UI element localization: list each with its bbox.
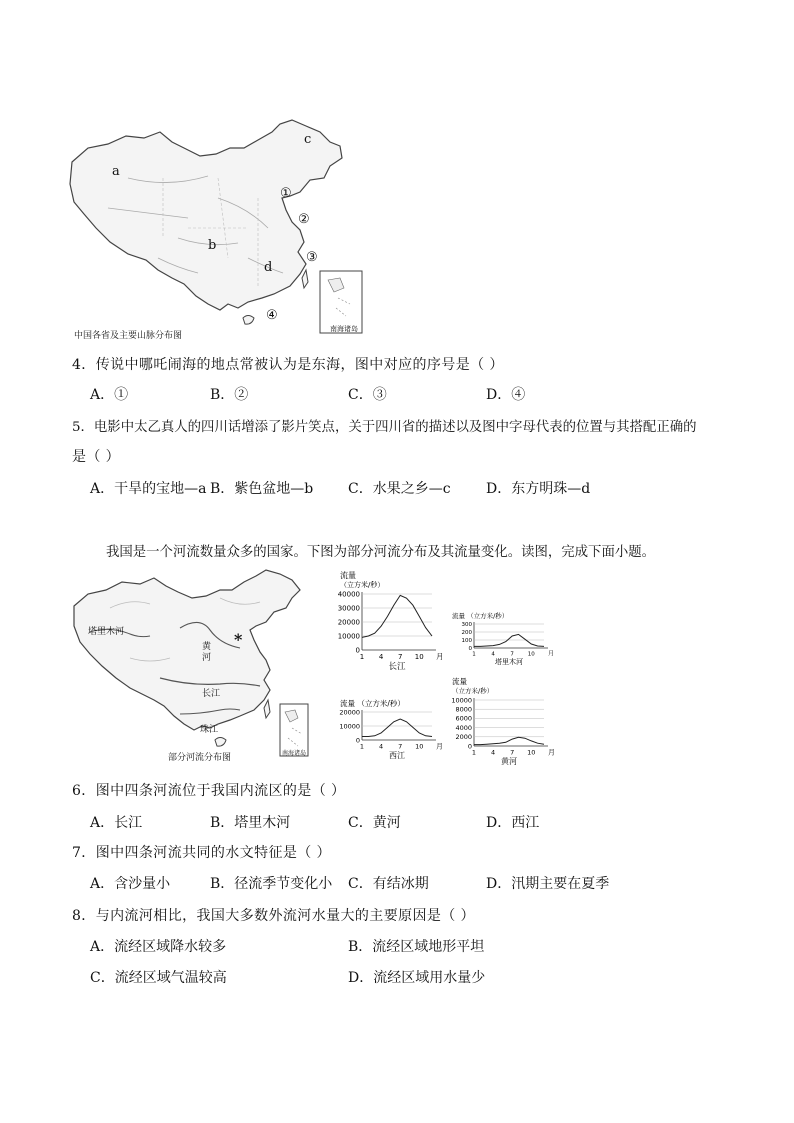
q4-option-a[interactable]: A．① [90,387,129,403]
q4-option-b[interactable]: B．② [210,387,249,403]
q4-option-c[interactable]: C．③ [348,387,387,403]
intro-paragraph: 我国是一个河流数量众多的国家。下图为部分河流分布及其流量变化。读图，完成下面小题。 [106,545,656,560]
q7-option-d[interactable]: D．汛期主要在夏季 [486,876,610,892]
map1-label-b: b [208,238,217,253]
river-distribution-map [70,568,310,766]
q7-option-a[interactable]: A．含沙量小 [90,876,171,892]
chart2-xtick: 1 [359,742,365,751]
question-5-line1: 5．电影中太乙真人的四川话增添了影片笑点，关于四川省的描述以及图中字母代表的位置与其搭配正确的 [72,420,697,435]
chart0-series-line [362,595,432,637]
map1-circled-3: ③ [306,250,318,265]
chart3-ytick: 8000 [455,705,472,714]
chart-yellow [438,674,556,768]
chart3-ylabel-unit: （立方米/秒） [452,687,494,695]
question-5-line2: 是（ ） [72,449,121,465]
q8-option-b[interactable]: B．流经区域地形平坦 [348,939,485,955]
river-label-yellow: 黄河 [202,642,212,663]
chart3-xtick: 10 [527,748,536,757]
map1-inset-caption: 南海诸岛 [330,325,358,333]
chart-tarim [438,610,556,672]
q8-option-c[interactable]: C．流经区域气温较高 [90,970,227,986]
chart1-xlabel: 月 [548,650,555,658]
chart0-title: 长江 [388,662,406,672]
map1-label-a: a [112,164,120,179]
chart2-ytick: 10000 [339,722,360,731]
chart2-ytick: 0 [355,736,360,745]
chart3-ytick: 0 [467,742,472,751]
chart3-xtick: 7 [510,748,515,757]
chart1-ytick: 100 [461,637,472,644]
chart2-xtick: 10 [415,742,424,751]
chart3-title: 黄河 [501,757,517,766]
chart-xijiang-svg [326,694,444,768]
map1-circled-2: ② [298,212,310,227]
question-8: 8．与内流河相比，我国大多数外流河水量大的主要原因是（ ） [72,908,475,924]
china-outline-map-2 [70,568,310,766]
chart1-xtick: 4 [491,651,495,658]
chart3-ytick: 2000 [455,733,472,742]
q5-option-d[interactable]: D．东方明珠—d [486,481,591,497]
chart-yangtze [326,566,444,678]
chart1-ytick: 300 [461,621,472,628]
q5-option-c[interactable]: C．水果之乡—c [348,481,451,497]
map2-inset-caption: 南海诸岛 [282,750,307,757]
chart0-ytick: 10000 [337,632,360,641]
map1-caption: 中国各省及主要山脉分布图 [74,331,183,341]
q5-option-b[interactable]: B．紫色盆地—b [210,481,314,497]
q7-option-c[interactable]: C．有结冰期 [348,876,429,892]
chart3-ytick: 6000 [455,714,472,723]
chart3-xtick: 1 [471,748,477,757]
chart0-xtick: 4 [378,653,384,661]
chart3-xlabel: 月 [548,748,555,757]
chart1-series-line [474,634,544,646]
chart0-ytick: 0 [355,646,360,655]
chart0-xlabel: 月 [436,652,444,661]
map1-label-d: d [264,260,273,275]
chart1-ylabel: 流量 （立方米/秒） [452,612,509,620]
q4-option-d[interactable]: D．④ [486,387,526,403]
chart0-ylabel-unit: （立方米/秒） [340,581,385,589]
chart2-xtick: 4 [379,742,384,751]
chart2-ylabel: 流量 （立方米/秒） [340,699,405,708]
chart-yellow-svg [438,674,556,768]
map2-caption: 部分河流分布图 [168,753,232,763]
q7-option-b[interactable]: B．径流季节变化小 [210,876,333,892]
chart-tarim-svg [438,610,556,672]
q6-option-c[interactable]: C．黄河 [348,815,401,831]
question-4: 4．传说中哪吒闹海的地点常被认为是东海，图中对应的序号是（ ） [72,357,504,373]
q8-option-a[interactable]: A．流经区域降水较多 [90,939,227,955]
question-6: 6．图中四条河流位于我国内流区的是（ ） [72,783,346,799]
chart3-ytick: 10000 [451,696,472,705]
chart3-ytick: 4000 [455,723,472,732]
chart1-xtick: 10 [527,651,535,658]
chart0-ytick: 20000 [337,618,360,627]
river-label-yangtze: 长江 [202,689,221,699]
chart0-ylabel-top: 流量 [340,571,356,580]
province-mountain-map [68,118,368,343]
map1-label-c: c [304,132,312,147]
chart2-title: 西江 [389,751,405,760]
chart2-ytick: 20000 [339,708,360,717]
chart0-ytick: 30000 [337,604,360,613]
river-label-tarim: 塔里木河 [88,627,125,637]
q6-option-d[interactable]: D．西江 [486,815,540,831]
china-outline-map-1 [68,118,368,343]
chart3-series-line [474,737,544,744]
chart1-ytick: 200 [461,629,472,636]
question-7: 7．图中四条河流共同的水文特征是（ ） [72,845,331,861]
chart1-ytick: 0 [468,645,472,652]
q8-option-d[interactable]: D．流经区域用水量少 [348,970,486,986]
chart-yangtze-svg [326,566,444,678]
chart3-xtick: 4 [491,748,496,757]
chart0-ytick: 40000 [337,590,360,599]
chart0-xtick: 7 [397,653,403,661]
chart1-xtick: 1 [472,651,476,658]
river-label-xijiang: 珠江 [200,725,219,735]
chart2-xlabel: 月 [436,742,443,751]
chart2-xtick: 7 [398,742,403,751]
chart2-series-line [362,719,432,737]
chart-xijiang [326,694,444,768]
q5-option-a[interactable]: A．干旱的宝地—a [90,481,207,497]
map1-circled-1: ① [280,186,292,201]
q6-option-a[interactable]: A．长江 [90,815,143,831]
q6-option-b[interactable]: B．塔里木河 [210,815,291,831]
chart0-xtick: 1 [359,653,365,661]
chart0-xtick: 10 [414,653,424,661]
capital-star-marker: * [234,630,243,649]
chart1-xtick: 7 [510,651,514,658]
chart3-ylabel-top: 流量 [452,677,467,686]
chart1-title: 塔里木河 [495,658,523,666]
map1-circled-4: ④ [266,308,278,323]
